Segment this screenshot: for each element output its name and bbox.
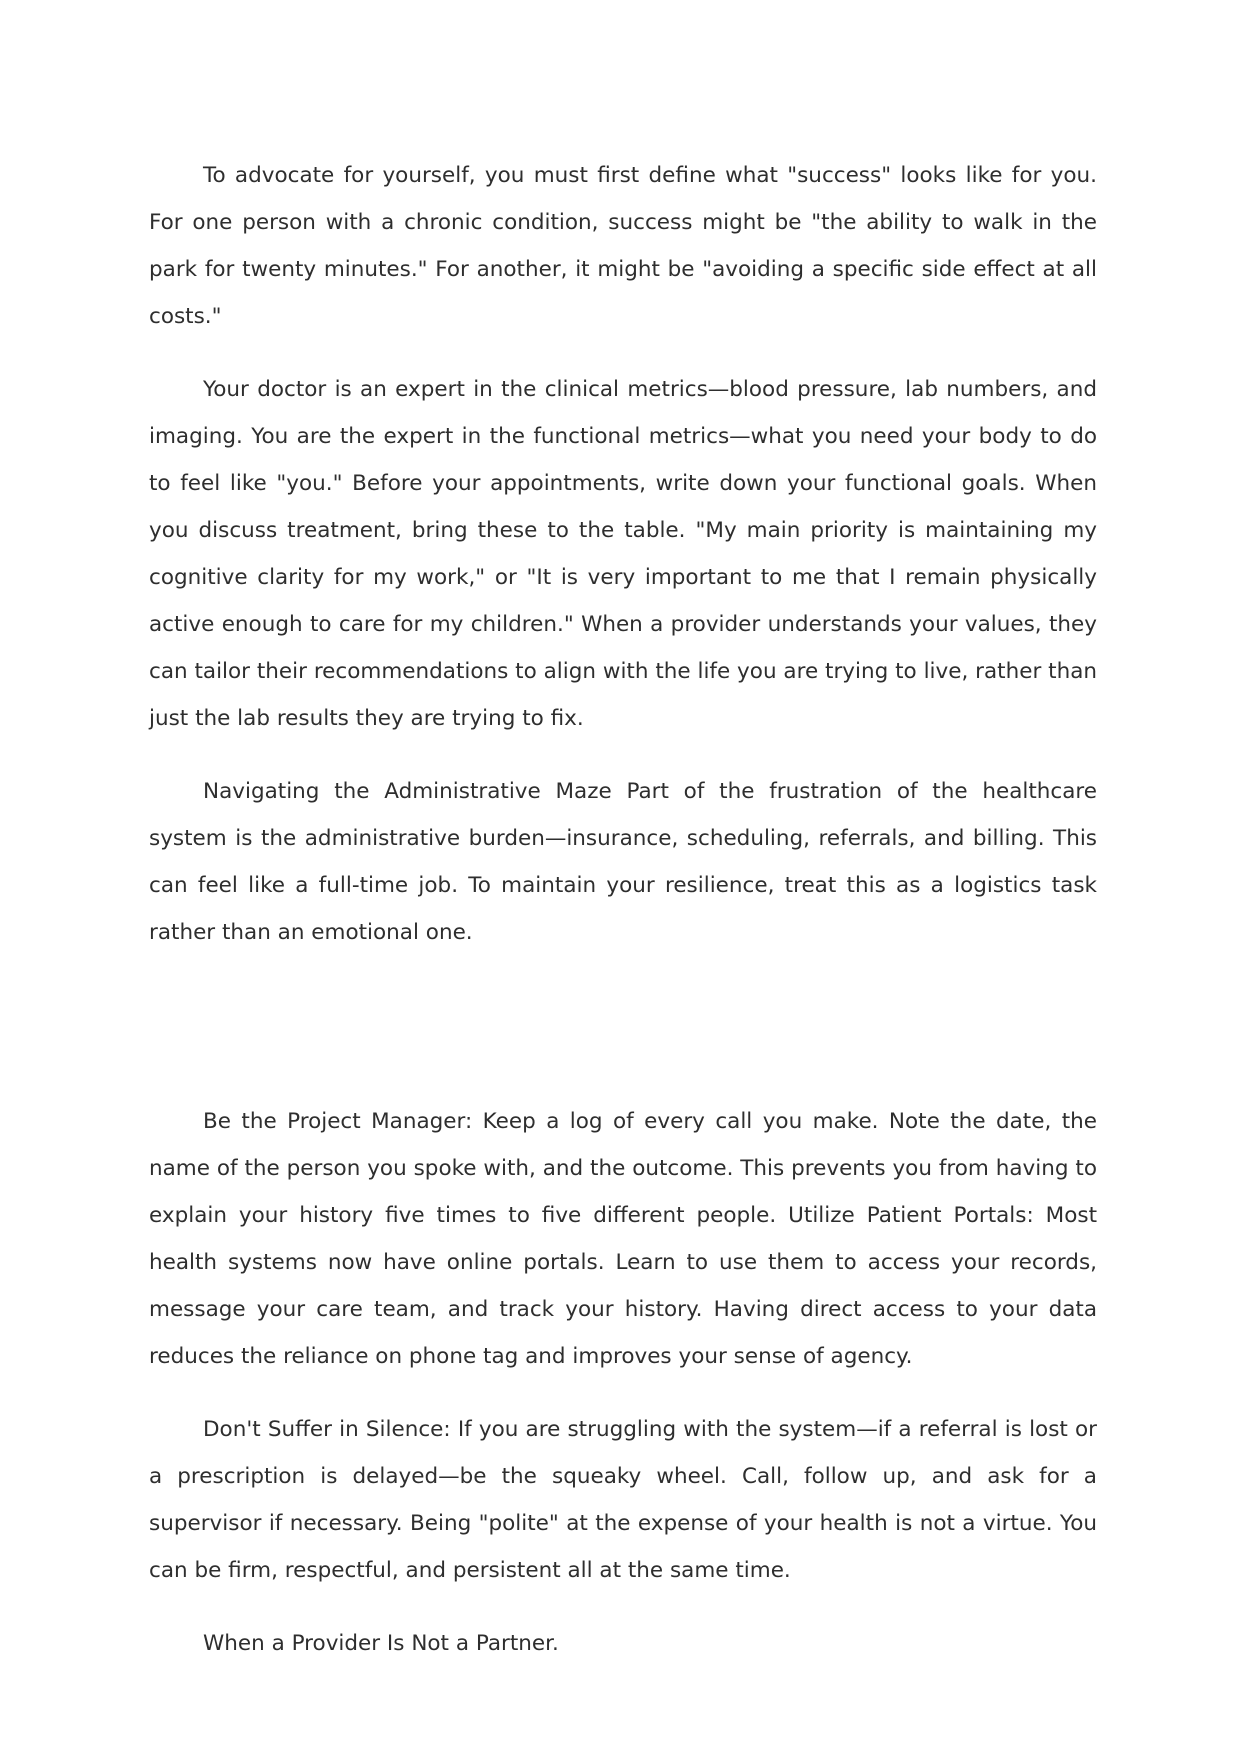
paragraph-project-manager: Be the Project Manager: Keep a log of every call you make. Note the date, the name of the person you spoke with, and the outcome. This prevents you from having to explain your history five times to five different people. Utilize Patient Portals: Most health systems now have online portals. Learn to use them to access your records, message your care team, and track your history. Having direct access to your data reduces the reliance on phone tag and improves your sense of agency. [149, 1109, 1097, 1369]
section-heading-provider-not-partner: When a Provider Is Not a Partner. [203, 1631, 559, 1656]
paragraph-dont-suffer-in-silence: Don't Suffer in Silence: If you are struggling with the system—if a referral is lost or a prescription is delayed—be the squeaky wheel. Call, follow up, and ask for a supervisor if necessary. Being "polite" at the expense of your health is not a virtue. You can be firm, respectful, and persistent all at the same time. [149, 1417, 1097, 1583]
paragraph-administrative-maze: Navigating the Administrative Maze Part of the frustration of the healthcare system is the administrative burden—insurance, scheduling, referrals, and billing. This can feel like a full-time job. To maintain your resilience, treat this as a logistics task rather than an emotional one. [149, 779, 1097, 945]
paragraph-functional-goals: Your doctor is an expert in the clinical metrics—blood pressure, lab numbers, and imaging. You are the expert in the functional metrics—what you need your body to do to feel like "you." Before your appointments, write down your functional goals. When you discuss treatment, bring these to the table. "My main priority is maintaining my cognitive clarity for my work," or "It is very important to me that I remain physically active enough to care for my children." When a provider understands your values, they can tailor their recommendations to align with the life you are trying to live, rather than just the lab results they are trying to fix. [149, 377, 1097, 731]
body-text [149, 152, 1097, 1667]
paragraph-success-definition: To advocate for yourself, you must first define what "success" looks like for you. For one person with a chronic condition, success might be "the ability to walk in the park for twenty minutes." For another, it might be "avoiding a specific side effect at all costs." [149, 163, 1097, 329]
